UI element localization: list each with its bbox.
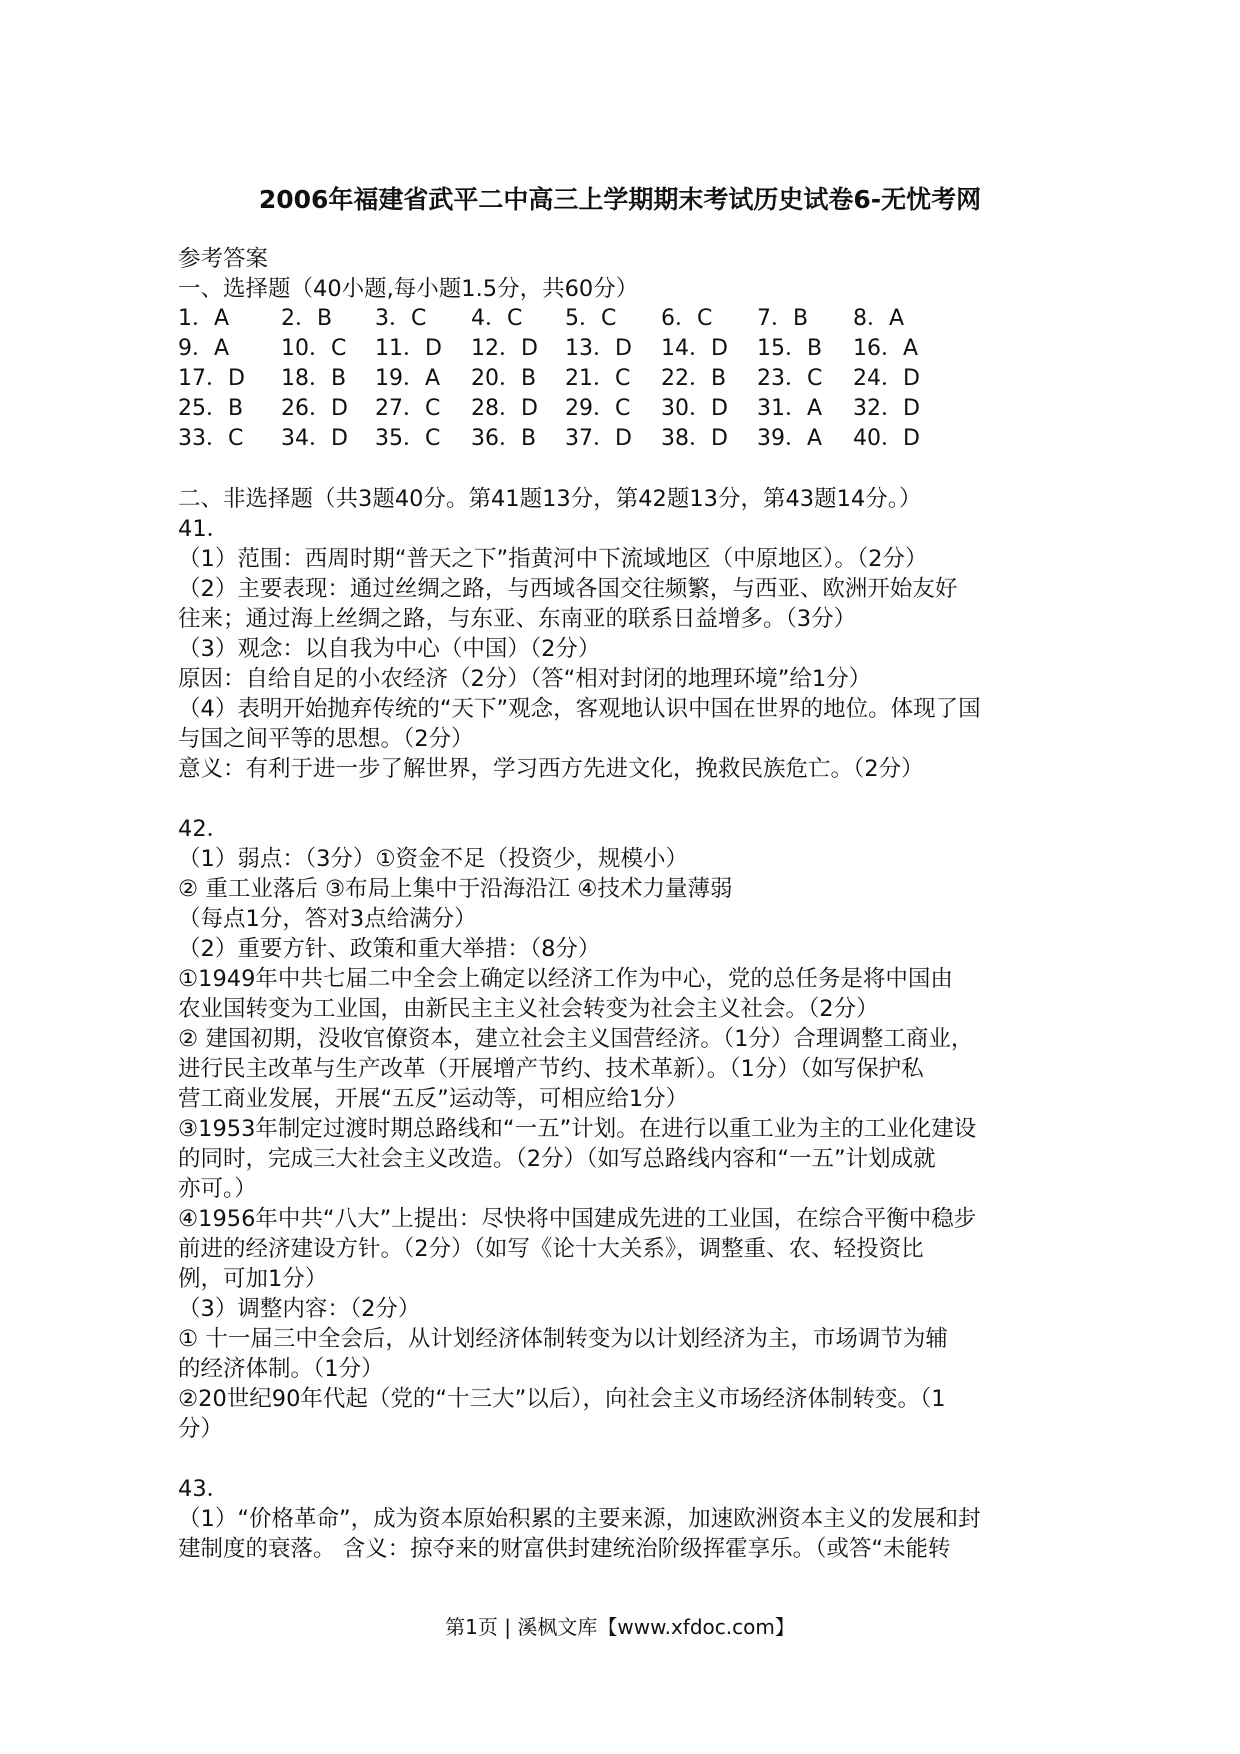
answer-line: ① 十一届三中全会后，从计划经济体制转变为以计划经济为主，市场调节为辅 (178, 1326, 948, 1352)
answer-cell: 14．D (661, 336, 728, 361)
answer-line: 建制度的衰落。 含义：掠夺来的财富供封建统治阶级挥霍享乐。（或答“未能转 (178, 1536, 951, 1562)
answer-cell: 3．C (375, 306, 427, 331)
answer-line: 前进的经济建设方针。（2分）（如写《论十大关系》，调整重、农、轻投资比 (178, 1236, 924, 1262)
answer-cell: 19．A (375, 366, 441, 391)
answer-line: ② 重工业落后 ③布局上集中于沿海沿江 ④技术力量薄弱 (178, 876, 733, 902)
answer-cell: 10．C (281, 336, 347, 361)
section2-heading: 二、非选择题（共3题40分。第41题13分，第42题13分，第43题14分。） (178, 486, 922, 512)
answer-row (178, 394, 1078, 424)
question-number: 43． (178, 1476, 230, 1502)
answer-cell: 38．D (661, 426, 728, 451)
question-number: 42． (178, 816, 230, 842)
answer-line: 营工商业发展，开展“五反”运动等，可相应给1分） (178, 1086, 689, 1112)
spacer (178, 454, 1078, 484)
answer-line: 例，可加1分） (178, 1266, 328, 1292)
question-41 (178, 514, 1078, 784)
answer-line: （3）观念：以自我为中心（中国）（2分） (178, 636, 601, 662)
answer-line: 亦可。） (178, 1176, 257, 1202)
document-title: 2006年福建省武平二中高三上学期期末考试历史试卷6-无忧考网 (258, 185, 982, 214)
answer-cell: 21．C (565, 366, 631, 391)
answer-cell: 1．A (178, 306, 230, 331)
answers-heading: 参考答案 (178, 246, 269, 272)
answer-cell: 17．D (178, 366, 245, 391)
answer-line: 农业国转变为工业国，由新民主主义社会转变为社会主义社会。（2分） (178, 996, 879, 1022)
answer-cell: 32．D (853, 396, 920, 421)
answer-line: 分） (178, 1416, 224, 1442)
answer-cell: 33．C (178, 426, 244, 451)
answer-line: （2）重要方针、政策和重大举措：（8分） (178, 936, 601, 962)
answer-line: （每点1分，答对3点给满分） (178, 906, 477, 932)
answer-cell: 34．D (281, 426, 348, 451)
question-42 (178, 814, 1078, 1444)
answer-line: ①1949年中共七届二中全会上确定以经济工作为中心，党的总任务是将中国由 (178, 966, 953, 992)
answer-cell: 8．A (853, 306, 905, 331)
answer-line: （1）范围：西周时期“普天之下”指黄河中下流域地区（中原地区）。（2分） (178, 546, 928, 572)
answer-cell: 16．A (853, 336, 919, 361)
answer-cell: 30．D (661, 396, 728, 421)
answer-line: ②20世纪90年代起（党的“十三大”以后），向社会主义市场经济体制转变。（1 (178, 1386, 946, 1412)
answer-cell: 9．A (178, 336, 230, 361)
page-footer: 第1页 | 溪枫文库【www.xfdoc.com】 (445, 1615, 795, 1639)
question-43 (178, 1474, 1078, 1564)
section1-heading: 一、选择题（40小题,每小题1.5分，共60分） (178, 276, 639, 302)
answer-row (178, 424, 1078, 454)
answer-line: （1）弱点：（3分）①资金不足（投资少，规模小） (178, 846, 689, 872)
spacer (178, 1444, 1078, 1474)
answer-line: （2）主要表现：通过丝绸之路，与西域各国交往频繁，与西亚、欧洲开始友好 (178, 576, 958, 602)
answer-cell: 28．D (471, 396, 538, 421)
answer-cell: 20．B (471, 366, 537, 391)
answer-line: 进行民主改革与生产改革（开展增产节约、技术革新）。（1分）（如写保护私 (178, 1056, 924, 1082)
answer-cell: 36．B (471, 426, 537, 451)
answer-cell: 18．B (281, 366, 347, 391)
answer-cell: 31．A (757, 396, 823, 421)
answer-cell: 11．D (375, 336, 442, 361)
answer-cell: 26．D (281, 396, 348, 421)
answer-line: ④1956年中共“八大”上提出：尽快将中国建成先进的工业国，在综合平衡中稳步 (178, 1206, 977, 1232)
answer-cell: 6．C (661, 306, 713, 331)
answer-line: ③1953年制定过渡时期总路线和“一五”计划。在进行以重工业为主的工业化建设 (178, 1116, 977, 1142)
answer-cell: 40．D (853, 426, 920, 451)
answer-cell: 2．B (281, 306, 333, 331)
answer-row (178, 304, 1078, 334)
answer-cell: 29．C (565, 396, 631, 421)
spacer (178, 784, 1078, 814)
answer-line: 往来；通过海上丝绸之路，与东亚、东南亚的联系日益增多。（3分） (178, 606, 857, 632)
answer-line: （1）“价格革命”，成为资本原始积累的主要来源，加速欧洲资本主义的发展和封 (178, 1506, 981, 1532)
answer-content (178, 244, 1078, 1564)
answer-line: （4）表明开始抛弃传统的“天下”观念，客观地认识中国在世界的地位。体现了国 (178, 696, 981, 722)
answer-cell: 39．A (757, 426, 823, 451)
answer-cell: 13．D (565, 336, 632, 361)
answer-cell: 5．C (565, 306, 617, 331)
answer-line: （3）调整内容：（2分） (178, 1296, 421, 1322)
answer-row (178, 364, 1078, 394)
question-number: 41． (178, 516, 230, 542)
answer-cell: 24．D (853, 366, 920, 391)
answer-line: 的同时，完成三大社会主义改造。（2分）（如写总路线内容和“一五”计划成就 (178, 1146, 936, 1172)
answer-line: 与国之间平等的思想。（2分） (178, 726, 474, 752)
answer-cell: 25．B (178, 396, 244, 421)
answer-cell: 23．C (757, 366, 823, 391)
answer-line: 的经济体制。（1分） (178, 1356, 384, 1382)
answer-cell: 7．B (757, 306, 809, 331)
choice-answer-grid (178, 304, 1078, 454)
answer-cell: 15．B (757, 336, 823, 361)
answer-line: 意义：有利于进一步了解世界，学习西方先进文化，挽救民族危亡。（2分） (178, 756, 924, 782)
answer-row (178, 334, 1078, 364)
answer-cell: 4．C (471, 306, 523, 331)
answer-cell: 35．C (375, 426, 441, 451)
answer-line: 原因：自给自足的小农经济（2分）（答“相对封闭的地理环境”给1分） (178, 666, 872, 692)
answer-cell: 12．D (471, 336, 538, 361)
answer-cell: 37．D (565, 426, 632, 451)
answer-line: ② 建国初期，没收官僚资本，建立社会主义国营经济。（1分）合理调整工商业， (178, 1026, 974, 1052)
answer-cell: 27．C (375, 396, 441, 421)
answer-cell: 22．B (661, 366, 727, 391)
